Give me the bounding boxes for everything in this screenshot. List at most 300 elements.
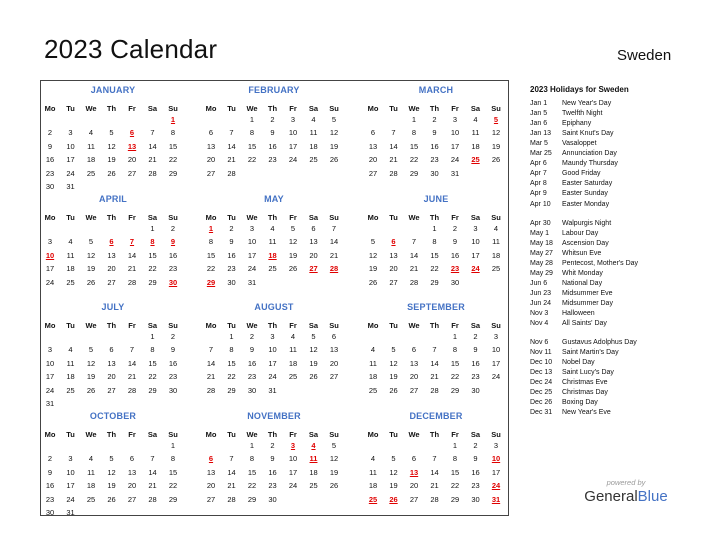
day-cell: 29	[430, 277, 439, 287]
day-cell: 12	[368, 250, 378, 260]
holiday-date: Apr 10	[530, 200, 551, 208]
holiday-day-cell: 29	[206, 277, 216, 287]
day-cell: 4	[473, 115, 478, 124]
day-cell: 9	[270, 128, 275, 138]
weekday-header: Th	[429, 430, 440, 439]
holiday-day-cell: 7	[129, 237, 135, 247]
day-cell: 13	[206, 467, 216, 477]
weekday-header: Su	[168, 321, 178, 330]
day-cell: 2	[47, 454, 53, 464]
weekday-header: Mo	[205, 104, 217, 113]
holiday-date: Dec 26	[530, 399, 553, 407]
holiday-day-cell: 30	[168, 277, 178, 287]
holiday-date: Apr 6	[530, 160, 547, 168]
day-cell: 9	[452, 237, 458, 247]
day-cell: 26	[86, 277, 96, 287]
day-cell: 24	[450, 155, 460, 165]
holiday-item	[530, 220, 611, 227]
day-cell: 19	[329, 467, 339, 477]
day-cell: 20	[107, 372, 116, 382]
day-cell: 12	[107, 467, 116, 477]
day-cell: 28	[430, 385, 439, 395]
day-cell: 6	[311, 224, 316, 233]
day-cell: 4	[88, 454, 94, 464]
weekday-header: Mo	[44, 430, 56, 439]
weekday-header: Mo	[205, 430, 217, 439]
day-cell: 16	[247, 358, 257, 368]
day-cell: 28	[148, 168, 157, 178]
day-cell: 4	[370, 454, 376, 464]
day-cell: 14	[227, 467, 236, 477]
day-cell: 8	[249, 454, 255, 464]
day-cell: 24	[66, 494, 75, 504]
holiday-name: Saint Martin's Day	[562, 349, 619, 357]
day-cell: 31	[66, 508, 75, 517]
day-cell: 5	[88, 237, 94, 247]
day-cell: 7	[391, 128, 396, 138]
holiday-day-cell: 6	[129, 128, 135, 138]
day-cell: 12	[86, 250, 96, 260]
holiday-date: Apr 8	[530, 180, 547, 188]
day-cell: 15	[206, 250, 216, 260]
day-cell: 20	[206, 481, 216, 491]
weekday-header: Su	[168, 104, 178, 113]
weekday-header: Tu	[389, 104, 398, 113]
day-cell: 14	[227, 141, 236, 151]
day-cell: 31	[66, 182, 75, 191]
day-cell: 11	[471, 128, 480, 138]
brand-logo[interactable]	[583, 478, 669, 505]
day-cell: 25	[288, 372, 298, 382]
holiday-name: Midsummer Eve	[562, 289, 613, 297]
day-cell: 3	[270, 332, 275, 341]
holiday-item	[530, 110, 602, 117]
day-cell: 12	[389, 358, 398, 368]
day-cell: 15	[168, 467, 178, 477]
day-cell: 15	[247, 141, 257, 151]
day-cell: 16	[45, 481, 55, 491]
day-cell: 25	[86, 168, 96, 178]
day-cell: 10	[45, 358, 55, 368]
day-cell: 5	[88, 345, 94, 355]
day-cell: 7	[150, 128, 155, 138]
holiday-item	[530, 379, 608, 386]
day-cell: 7	[432, 454, 437, 464]
weekday-header: Fr	[289, 430, 297, 439]
day-cell: 17	[491, 467, 501, 477]
day-cell: 21	[409, 264, 419, 274]
day-cell: 17	[45, 372, 55, 382]
holiday-name: Christmas Day	[562, 389, 608, 397]
weekday-header: Fr	[451, 321, 459, 330]
day-cell: 31	[45, 399, 55, 408]
day-cell: 1	[249, 115, 255, 124]
holiday-date: Jun 24	[530, 299, 552, 307]
day-cell: 23	[227, 264, 236, 274]
day-cell: 18	[471, 141, 480, 151]
day-cell: 9	[249, 345, 255, 355]
day-cell: 17	[491, 358, 501, 368]
day-cell: 2	[270, 441, 275, 450]
weekday-header: Tu	[227, 104, 236, 113]
day-cell: 2	[170, 224, 176, 233]
day-cell: 19	[107, 481, 116, 491]
day-cell: 19	[389, 481, 398, 491]
day-cell: 1	[452, 332, 458, 341]
holiday-name: Saint Lucy's Day	[562, 369, 614, 377]
day-cell: 6	[411, 454, 417, 464]
weekday-header: Fr	[451, 104, 459, 113]
holiday-name: Ascension Day	[562, 239, 609, 247]
day-cell: 25	[309, 155, 318, 165]
day-cell: 25	[491, 264, 501, 274]
day-cell: 10	[66, 141, 75, 151]
weekday-header: We	[408, 104, 420, 113]
weekday-header: Mo	[205, 213, 217, 222]
holiday-date: Jan 5	[530, 110, 548, 118]
weekday-header: Tu	[389, 321, 398, 330]
holiday-item	[530, 349, 619, 356]
day-cell: 24	[288, 155, 298, 165]
day-cell: 4	[270, 224, 275, 233]
day-cell: 27	[206, 494, 216, 504]
brand-name-general: General	[584, 488, 638, 505]
day-cell: 29	[148, 385, 157, 395]
month-name: DECEMBER	[409, 411, 463, 421]
holiday-item	[530, 140, 597, 147]
day-cell: 7	[432, 345, 437, 355]
day-cell: 1	[452, 441, 458, 450]
day-cell: 30	[471, 385, 480, 395]
weekday-header: Sa	[308, 430, 319, 439]
day-cell: 4	[68, 345, 73, 355]
day-cell: 26	[329, 481, 339, 491]
holiday-name: All Saints' Day	[562, 320, 607, 328]
day-cell: 10	[491, 345, 501, 355]
day-cell: 24	[288, 481, 298, 491]
day-cell: 19	[288, 250, 298, 260]
day-cell: 22	[247, 155, 257, 165]
holiday-day-cell: 13	[409, 467, 419, 477]
day-cell: 6	[331, 332, 337, 341]
day-cell: 9	[473, 345, 478, 355]
weekday-header: We	[246, 321, 258, 330]
day-cell: 3	[473, 224, 478, 233]
day-cell: 3	[47, 345, 53, 355]
calendar-title: 2023 Calendar	[44, 34, 218, 64]
day-cell: 22	[148, 264, 157, 274]
day-cell: 29	[148, 277, 157, 287]
weekday-header: We	[408, 430, 420, 439]
day-cell: 17	[471, 250, 480, 260]
weekday-header: Tu	[66, 213, 75, 222]
month-name: JUNE	[423, 194, 449, 204]
weekday-header: Sa	[470, 321, 481, 330]
day-cell: 21	[227, 481, 236, 491]
day-cell: 14	[148, 467, 157, 477]
brand-powered-text: powered by	[606, 478, 646, 487]
day-cell: 17	[288, 141, 298, 151]
day-cell: 7	[229, 454, 234, 464]
day-cell: 18	[288, 358, 298, 368]
holiday-date: Dec 13	[530, 369, 553, 377]
brand-name	[583, 488, 669, 505]
day-cell: 20	[389, 264, 398, 274]
day-cell: 8	[249, 128, 255, 138]
country-label: Sweden	[617, 47, 672, 64]
weekday-header: Su	[329, 321, 339, 330]
holiday-day-cell: 13	[127, 141, 137, 151]
weekday-header: Su	[329, 430, 339, 439]
day-cell: 23	[45, 168, 55, 178]
weekday-header: Th	[429, 104, 440, 113]
weekday-header: Th	[267, 321, 278, 330]
day-cell: 28	[389, 168, 398, 178]
day-cell: 12	[107, 141, 116, 151]
day-cell: 7	[150, 454, 155, 464]
day-cell: 1	[170, 441, 176, 450]
day-cell: 7	[129, 345, 135, 355]
weekday-header: Su	[491, 321, 501, 330]
weekday-header: Mo	[44, 213, 56, 222]
holiday-name: Christmas Eve	[562, 379, 608, 387]
day-cell: 21	[430, 372, 439, 382]
day-cell: 10	[268, 345, 277, 355]
holiday-date: Mar 25	[530, 150, 552, 158]
holiday-day-cell: 18	[268, 250, 277, 260]
holiday-date: Jan 6	[530, 120, 548, 128]
day-cell: 2	[270, 115, 275, 124]
day-cell: 12	[491, 128, 501, 138]
day-cell: 10	[471, 237, 480, 247]
month-name: FEBRUARY	[248, 85, 300, 95]
day-cell: 26	[107, 494, 116, 504]
weekday-header: Fr	[128, 213, 136, 222]
day-cell: 26	[329, 155, 339, 165]
day-cell: 16	[227, 250, 236, 260]
day-cell: 16	[45, 155, 55, 165]
holiday-name: New Year's Eve	[562, 409, 611, 417]
weekday-header: Th	[267, 213, 278, 222]
day-cell: 29	[409, 168, 419, 178]
month-name: NOVEMBER	[247, 411, 301, 421]
holiday-date: Apr 30	[530, 219, 551, 227]
day-cell: 6	[208, 128, 214, 138]
holiday-item	[530, 320, 607, 327]
day-cell: 23	[168, 372, 178, 382]
day-cell: 3	[68, 128, 73, 138]
holiday-date: Dec 10	[530, 359, 553, 367]
day-cell: 15	[450, 358, 460, 368]
day-cell: 10	[288, 454, 298, 464]
day-cell: 8	[452, 345, 458, 355]
holiday-day-cell: 23	[450, 264, 460, 274]
day-cell: 2	[229, 224, 234, 233]
holiday-item	[530, 260, 638, 267]
holiday-date: May 18	[530, 239, 553, 247]
day-cell: 1	[150, 332, 155, 341]
day-cell: 9	[473, 454, 478, 464]
holiday-name: Good Friday	[562, 170, 601, 178]
day-cell: 23	[471, 481, 480, 491]
day-cell: 30	[227, 277, 236, 287]
holiday-item	[530, 389, 608, 396]
day-cell: 31	[268, 385, 277, 395]
month-name: JULY	[101, 302, 125, 312]
day-cell: 13	[127, 467, 137, 477]
day-cell: 25	[368, 385, 378, 395]
holiday-day-cell: 25	[368, 494, 378, 504]
day-cell: 18	[368, 372, 378, 382]
holiday-day-cell: 4	[311, 441, 316, 450]
day-cell: 24	[45, 277, 55, 287]
day-cell: 15	[148, 358, 157, 368]
day-cell: 22	[206, 264, 216, 274]
holiday-date: Apr 7	[530, 170, 547, 178]
day-cell: 17	[66, 155, 75, 165]
day-cell: 2	[249, 332, 255, 341]
day-cell: 9	[270, 454, 275, 464]
day-cell: 14	[148, 141, 157, 151]
day-cell: 24	[268, 372, 277, 382]
day-cell: 20	[206, 155, 216, 165]
day-cell: 7	[229, 128, 234, 138]
day-cell: 14	[430, 467, 439, 477]
holiday-date: May 28	[530, 259, 553, 267]
day-cell: 8	[229, 345, 234, 355]
day-cell: 22	[450, 372, 460, 382]
day-cell: 26	[491, 155, 501, 165]
day-cell: 18	[368, 481, 378, 491]
day-cell: 17	[45, 264, 55, 274]
weekday-header: We	[246, 104, 258, 113]
day-cell: 26	[389, 385, 398, 395]
holiday-date: May 1	[530, 229, 550, 237]
holiday-date: Nov 3	[530, 310, 549, 317]
holiday-day-cell: 9	[170, 237, 176, 247]
day-cell: 23	[168, 264, 178, 274]
day-cell: 15	[409, 141, 419, 151]
day-cell: 9	[170, 345, 176, 355]
weekday-header: We	[246, 213, 258, 222]
holiday-name: Vasaloppet	[562, 140, 597, 148]
day-cell: 8	[170, 128, 176, 138]
holiday-name: Annunciation Day	[562, 150, 617, 158]
day-cell: 16	[168, 250, 178, 260]
day-cell: 26	[309, 372, 318, 382]
holiday-name: New Year's Day	[562, 100, 612, 107]
day-cell: 2	[473, 441, 478, 450]
day-cell: 15	[247, 467, 257, 477]
day-cell: 21	[206, 372, 216, 382]
weekday-header: Sa	[308, 104, 319, 113]
day-cell: 22	[227, 372, 236, 382]
day-cell: 18	[66, 372, 75, 382]
holiday-date: Dec 31	[530, 409, 553, 417]
day-cell: 7	[331, 224, 337, 233]
day-cell: 16	[268, 467, 277, 477]
weekday-header: Sa	[470, 430, 481, 439]
day-cell: 17	[268, 358, 277, 368]
holiday-item	[530, 160, 618, 167]
weekday-header: Sa	[147, 213, 158, 222]
weekday-header: Th	[106, 430, 117, 439]
day-cell: 21	[227, 155, 236, 165]
day-cell: 21	[148, 155, 157, 165]
day-cell: 19	[491, 141, 501, 151]
holiday-item	[530, 339, 637, 346]
day-cell: 22	[430, 264, 439, 274]
day-cell: 5	[311, 332, 316, 341]
weekday-header: We	[408, 213, 420, 222]
holiday-name: Nobel Day	[562, 359, 595, 367]
day-cell: 16	[268, 141, 277, 151]
weekday-header: Sa	[147, 321, 158, 330]
day-cell: 4	[493, 224, 499, 233]
day-cell: 26	[86, 385, 96, 395]
holiday-item	[530, 399, 598, 406]
day-cell: 30	[168, 385, 178, 395]
weekday-header: We	[85, 213, 97, 222]
day-cell: 11	[268, 237, 277, 247]
day-cell: 30	[45, 182, 55, 191]
day-cell: 13	[107, 358, 116, 368]
day-cell: 14	[389, 141, 398, 151]
weekday-header: Tu	[227, 321, 236, 330]
day-cell: 4	[68, 237, 73, 247]
brand-name-blue: Blue	[637, 488, 668, 505]
day-cell: 26	[288, 264, 298, 274]
day-cell: 3	[249, 224, 255, 233]
month-name: AUGUST	[254, 302, 294, 312]
day-cell: 23	[430, 155, 439, 165]
holiday-name: Maundy Thursday	[562, 160, 618, 168]
day-cell: 25	[66, 385, 75, 395]
weekday-header: Su	[491, 430, 501, 439]
day-cell: 11	[369, 467, 377, 477]
weekday-header: Mo	[367, 321, 379, 330]
day-cell: 28	[430, 494, 439, 504]
day-cell: 16	[450, 250, 460, 260]
day-cell: 1	[249, 441, 255, 450]
day-cell: 16	[471, 467, 480, 477]
weekday-header: Th	[106, 213, 117, 222]
month-name: MARCH	[418, 85, 454, 95]
weekday-header: Mo	[205, 321, 217, 330]
weekday-header: We	[246, 430, 258, 439]
weekday-header: Th	[429, 213, 440, 222]
holiday-item	[530, 120, 591, 127]
day-cell: 11	[66, 250, 75, 260]
weekday-header: We	[85, 321, 97, 330]
day-cell: 20	[409, 481, 419, 491]
day-cell: 13	[368, 141, 378, 151]
day-cell: 10	[288, 128, 298, 138]
day-cell: 2	[473, 332, 478, 341]
holiday-date: Jun 23	[530, 289, 552, 297]
holiday-name: Halloween	[562, 310, 595, 317]
weekday-header: Su	[329, 213, 339, 222]
day-cell: 30	[247, 385, 257, 395]
day-cell: 28	[409, 277, 419, 287]
month-name: OCTOBER	[89, 411, 137, 421]
day-cell: 19	[86, 372, 96, 382]
day-cell: 17	[450, 141, 460, 151]
day-cell: 31	[247, 277, 257, 287]
weekday-header: Tu	[66, 104, 75, 113]
holiday-item	[530, 300, 613, 307]
day-cell: 16	[168, 358, 178, 368]
